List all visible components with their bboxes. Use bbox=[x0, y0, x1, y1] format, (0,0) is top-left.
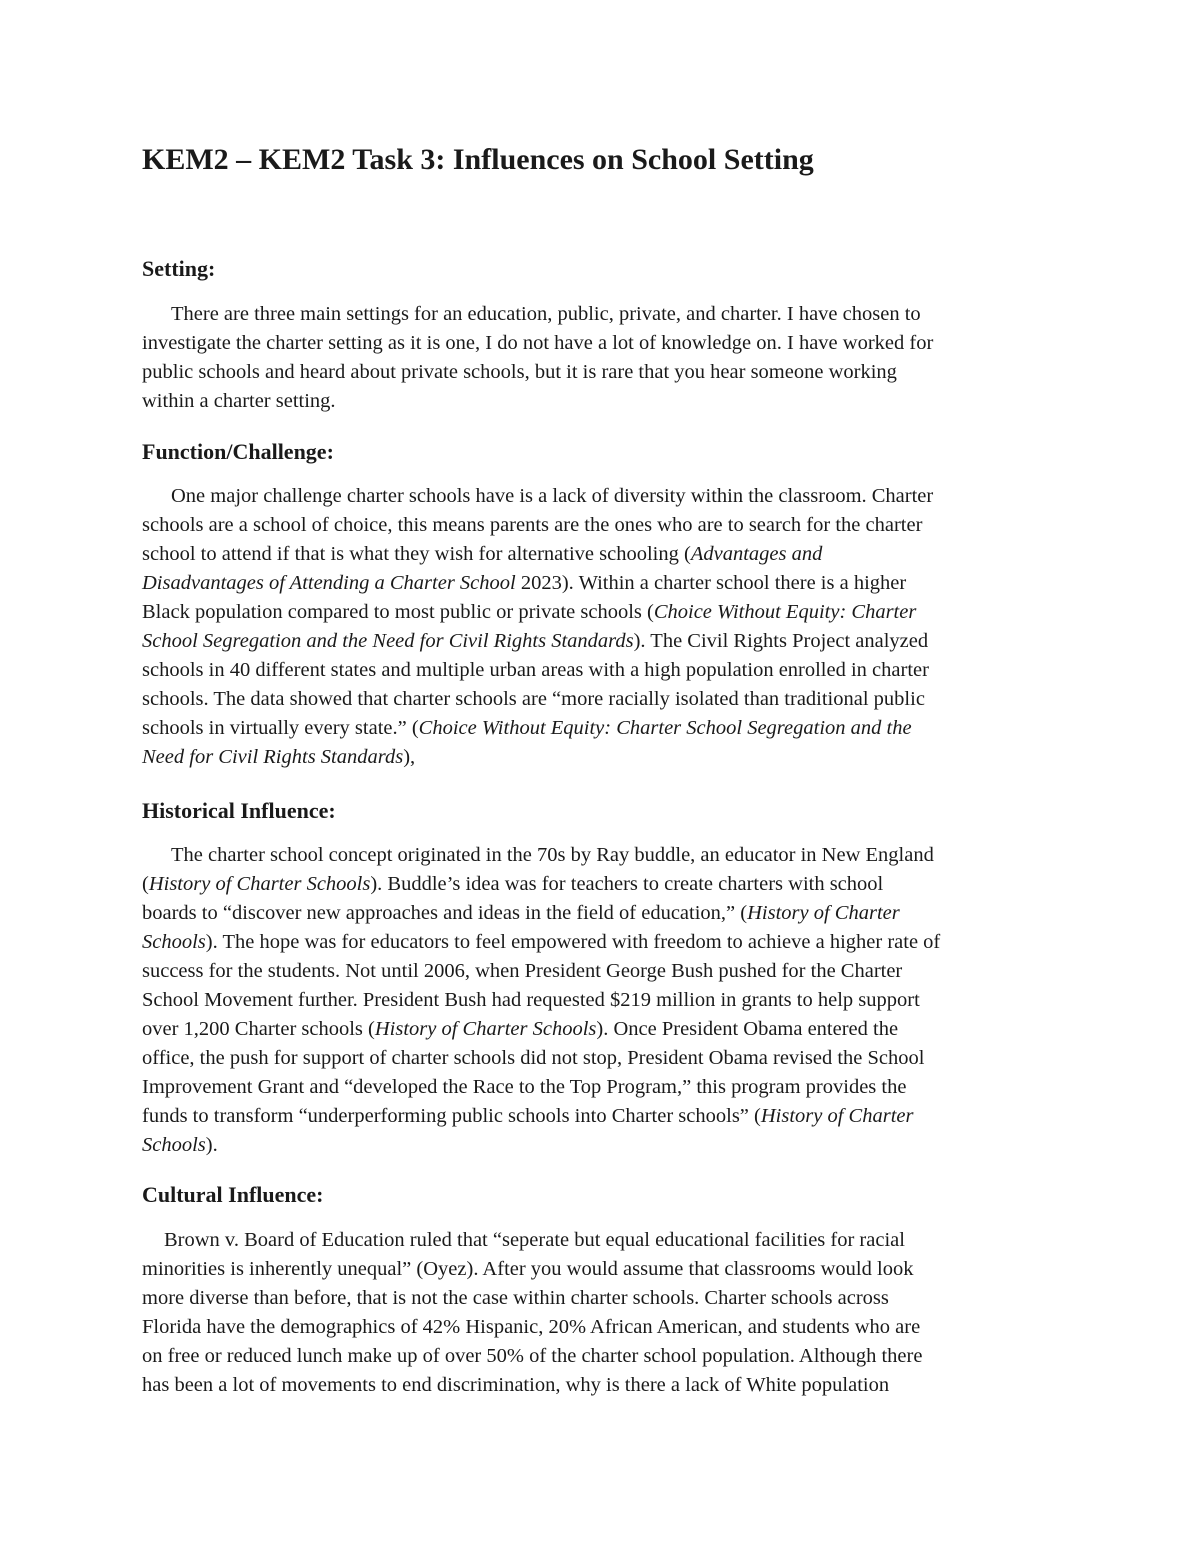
citation-text: History of Charter bbox=[760, 1105, 914, 1127]
text-line bbox=[142, 358, 1072, 387]
paragraph-cultural-influence bbox=[142, 1226, 1072, 1400]
text-line bbox=[142, 1073, 1072, 1102]
body-text: There are three main settings for an education, public, private, and charter. I have chosen to bbox=[171, 303, 921, 325]
text-line bbox=[142, 598, 1072, 627]
body-text: within a charter setting. bbox=[142, 390, 336, 412]
text-line bbox=[142, 870, 1072, 899]
text-line bbox=[142, 928, 1072, 957]
paragraph-historical-influence bbox=[142, 841, 1072, 1160]
text-line bbox=[142, 540, 1072, 569]
body-text: on free or reduced lunch make up of over 50% of the charter school population. Although there bbox=[142, 1345, 923, 1367]
body-text: public schools and heard about private schools, but it is rare that you hear someone working bbox=[142, 361, 897, 383]
text-line bbox=[142, 300, 1072, 329]
text-line bbox=[142, 482, 1072, 511]
body-text: Brown v. Board of Education ruled that “seperate but equal educational facilities for racial bbox=[164, 1229, 905, 1251]
body-text: ). Once President Obama entered the bbox=[596, 1018, 899, 1040]
body-text: Black population compared to most public or private schools ( bbox=[142, 601, 654, 623]
body-text: schools in virtually every state.” ( bbox=[142, 717, 419, 739]
body-text: more diverse than before, that is not the case within charter schools. Charter schools across bbox=[142, 1287, 889, 1309]
text-line bbox=[142, 656, 1072, 685]
text-line bbox=[142, 685, 1072, 714]
body-text: ). The Civil Rights Project analyzed bbox=[633, 630, 929, 652]
text-line bbox=[142, 899, 1072, 928]
body-text: ). The hope was for educators to feel empowered with freedom to achieve a higher rate of bbox=[205, 931, 941, 953]
paragraph-function-challenge bbox=[142, 482, 1072, 772]
body-text: 2023). Within a charter school there is a higher bbox=[515, 572, 907, 594]
citation-text: History of Charter Schools bbox=[148, 873, 371, 895]
body-text: School Movement further. President Bush had requested $219 million in grants to help support bbox=[142, 989, 920, 1011]
text-line bbox=[142, 1313, 1072, 1342]
text-line bbox=[142, 387, 1072, 416]
text-line bbox=[142, 1342, 1072, 1371]
citation-text: Schools bbox=[142, 1134, 206, 1156]
body-text: minorities is inherently unequal” (Oyez). After you would assume that classrooms would look bbox=[142, 1258, 914, 1280]
body-text: schools are a school of choice, this means parents are the ones who are to search for the charter bbox=[142, 514, 923, 536]
heading-historical-influence: Historical Influence: bbox=[142, 798, 336, 823]
text-line bbox=[142, 569, 1072, 598]
citation-text: School Segregation and the Need for Civil Rights Standards bbox=[142, 630, 634, 652]
body-text: ). Buddle’s idea was for teachers to create charters with school bbox=[370, 873, 884, 895]
paragraph-setting bbox=[142, 300, 1072, 416]
text-line bbox=[142, 1371, 1072, 1400]
citation-text: Choice Without Equity: Charter School Segregation and the bbox=[418, 717, 912, 739]
citation-text: Need for Civil Rights Standards bbox=[142, 746, 404, 768]
text-line bbox=[142, 986, 1072, 1015]
body-text: ( bbox=[142, 873, 149, 895]
body-text: over 1,200 Charter schools ( bbox=[142, 1018, 375, 1040]
text-line bbox=[142, 511, 1072, 540]
text-line bbox=[142, 1226, 1072, 1255]
citation-text: History of Charter Schools bbox=[374, 1018, 597, 1040]
body-text: funds to transform “underperforming public schools into Charter schools” ( bbox=[142, 1105, 761, 1127]
citation-text: Disadvantages of Attending a Charter School bbox=[142, 572, 516, 594]
text-line bbox=[142, 1015, 1072, 1044]
body-text: Florida have the demographics of 42% Hispanic, 20% African American, and students who are bbox=[142, 1316, 921, 1338]
body-text: success for the students. Not until 2006, when President George Bush pushed for the Charter bbox=[142, 960, 903, 982]
text-line bbox=[142, 743, 1072, 772]
heading-cultural-influence: Cultural Influence: bbox=[142, 1182, 324, 1207]
text-line bbox=[142, 1102, 1072, 1131]
body-text: ), bbox=[403, 746, 416, 768]
body-text: One major challenge charter schools have is a lack of diversity within the classroom. Charter bbox=[171, 485, 934, 507]
text-line bbox=[142, 841, 1072, 870]
text-line bbox=[142, 1255, 1072, 1284]
body-text: Improvement Grant and “developed the Race to the Top Program,” this program provides the bbox=[142, 1076, 907, 1098]
body-text: has been a lot of movements to end discrimination, why is there a lack of White population bbox=[142, 1374, 890, 1396]
body-text: ). bbox=[205, 1134, 218, 1156]
text-line bbox=[142, 1284, 1072, 1313]
body-text: school to attend if that is what they wish for alternative schooling ( bbox=[142, 543, 691, 565]
text-line bbox=[142, 714, 1072, 743]
heading-setting: Setting: bbox=[142, 256, 216, 281]
body-text: investigate the charter setting as it is one, I do not have a lot of knowledge on. I have worked for bbox=[142, 332, 934, 354]
text-line bbox=[142, 1044, 1072, 1073]
body-text: office, the push for support of charter schools did not stop, President Obama revised the School bbox=[142, 1047, 925, 1069]
document-title: KEM2 – KEM2 Task 3: Influences on School Setting bbox=[142, 143, 814, 176]
text-line bbox=[142, 329, 1072, 358]
citation-text: Choice Without Equity: Charter bbox=[653, 601, 917, 623]
citation-text: History of Charter bbox=[747, 902, 900, 924]
body-text: schools. The data showed that charter schools are “more racially isolated than traditional public bbox=[142, 688, 925, 710]
body-text: The charter school concept originated in the 70s by Ray buddle, an educator in New England bbox=[171, 844, 934, 866]
text-line bbox=[142, 957, 1072, 986]
body-text: schools in 40 different states and multiple urban areas with a high population enrolled in charter bbox=[142, 659, 929, 681]
text-line bbox=[142, 627, 1072, 656]
heading-function-challenge: Function/Challenge: bbox=[142, 439, 334, 464]
text-line bbox=[142, 1131, 1072, 1160]
citation-text: Advantages and bbox=[690, 543, 823, 565]
citation-text: Schools bbox=[142, 931, 206, 953]
body-text: boards to “discover new approaches and ideas in the field of education,” ( bbox=[142, 902, 748, 924]
